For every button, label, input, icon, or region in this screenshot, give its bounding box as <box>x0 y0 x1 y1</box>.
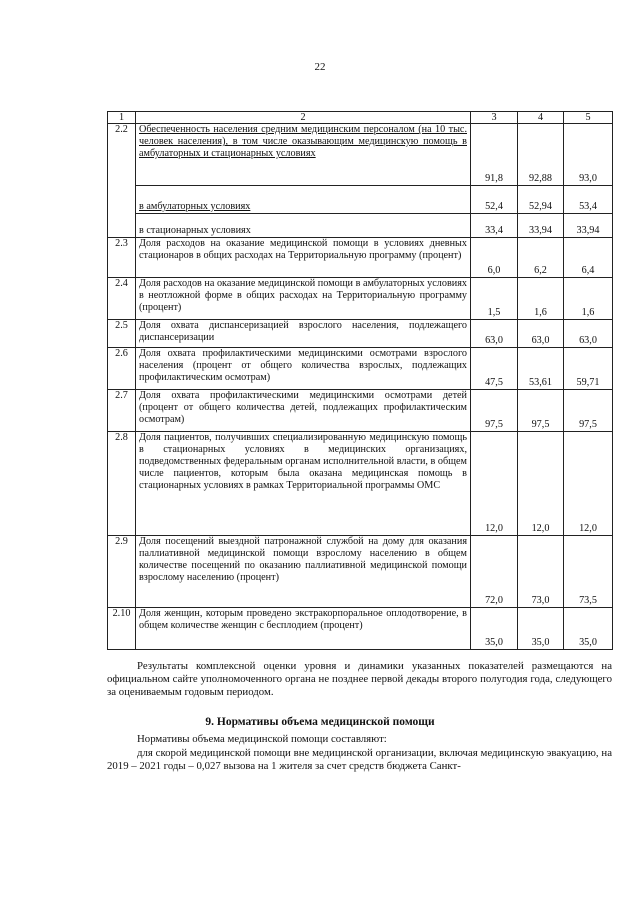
row-number: 2.10 <box>108 608 136 650</box>
value-col3: 35,0 <box>471 608 518 650</box>
table-row <box>108 124 613 186</box>
row-number: 2.7 <box>108 390 136 432</box>
page-number: 22 <box>314 61 326 73</box>
value-col5: 33,94 <box>564 214 613 238</box>
norms-intro-paragraph: Нормативы объема медицинской помощи составляют: <box>137 733 387 745</box>
value-col3: 6,0 <box>471 238 518 278</box>
value-col5: 93,0 <box>564 124 613 186</box>
column-header: 2 <box>136 112 471 124</box>
table-row <box>108 536 613 608</box>
value-col3: 63,0 <box>471 320 518 348</box>
row-description-text: в стационарных условиях <box>139 224 251 236</box>
row-number: 2.9 <box>108 536 136 608</box>
value-col4: 52,94 <box>518 186 564 214</box>
row-number: 2.8 <box>108 432 136 536</box>
row-description: Доля расходов на оказание медицинской помощи в амбулаторных условиях в неотложной форме в общих расходах на Территориальную программу (процент) <box>136 278 471 320</box>
row-description: Доля пациентов, получивших специализированную медицинскую помощь в стационарных условиях в медицинских организациях, подведомственных федеральным органам исполнительной власти, в общем числе пациентов, которым была оказана медицинская помощь в стационарных условиях в рамках Территориальной программы ОМС <box>136 432 471 536</box>
table-row <box>108 278 613 320</box>
row-description <box>136 214 471 238</box>
table-row <box>108 432 613 536</box>
value-col4: 33,94 <box>518 214 564 238</box>
value-col5: 97,5 <box>564 390 613 432</box>
row-number: 2.6 <box>108 348 136 390</box>
table-row <box>108 390 613 432</box>
row-description-text: Обеспеченность населения средним медицинским персоналом (на 10 тыс. человек населения), в том числе оказывающим медицинскую помощь в амбулаторных и стационарных условиях <box>139 124 467 160</box>
row-number: 2.3 <box>108 238 136 278</box>
table-row <box>108 214 613 238</box>
value-col3: 33,4 <box>471 214 518 238</box>
table-row <box>108 608 613 650</box>
value-col3: 47,5 <box>471 348 518 390</box>
row-description <box>136 186 471 214</box>
value-col4: 73,0 <box>518 536 564 608</box>
value-col5: 53,4 <box>564 186 613 214</box>
column-header: 3 <box>471 112 518 124</box>
column-header: 5 <box>564 112 613 124</box>
row-number: 2.5 <box>108 320 136 348</box>
value-col5: 1,6 <box>564 278 613 320</box>
column-header: 1 <box>108 112 136 124</box>
value-col5: 12,0 <box>564 432 613 536</box>
value-col4: 12,0 <box>518 432 564 536</box>
value-col5: 6,4 <box>564 238 613 278</box>
value-col3: 97,5 <box>471 390 518 432</box>
table-header-row <box>108 112 613 124</box>
value-col3: 91,8 <box>471 124 518 186</box>
section-heading: 9. Нормативы объема медицинской помощи <box>205 716 435 728</box>
value-col4: 97,5 <box>518 390 564 432</box>
row-description: Доля охвата профилактическими медицинскими осмотрами взрослого населения (процент от общего количества взрослых, подлежащих профилактическим осмотрам) <box>136 348 471 390</box>
value-col4: 63,0 <box>518 320 564 348</box>
row-description: Доля охвата профилактическими медицинскими осмотрами детей (процент от общего количества детей, подлежащих профилактическим осмотрам) <box>136 390 471 432</box>
after-table-paragraph: Результаты комплексной оценки уровня и динамики указанных показателей размещаются на официальном сайте уполномоченного органа не позднее первой декады второго полугодия года, следующего за оцениваемым годовым периодом. <box>107 660 612 698</box>
column-header: 4 <box>518 112 564 124</box>
value-col3: 1,5 <box>471 278 518 320</box>
indicators-table <box>107 111 613 650</box>
table-row <box>108 348 613 390</box>
value-col3: 72,0 <box>471 536 518 608</box>
table-row <box>108 238 613 278</box>
value-col4: 92,88 <box>518 124 564 186</box>
value-col5: 73,5 <box>564 536 613 608</box>
row-number: 2.2 <box>108 124 136 238</box>
row-description <box>136 124 471 186</box>
value-col4: 1,6 <box>518 278 564 320</box>
value-col4: 35,0 <box>518 608 564 650</box>
emergency-care-paragraph: для скорой медицинской помощи вне медицинской организации, включая медицинскую эвакуацию, на 2019 – 2021 годы – 0,027 вызова на 1 жителя за счет средств бюджета Санкт- <box>107 747 612 772</box>
row-number: 2.4 <box>108 278 136 320</box>
row-description: Доля охвата диспансеризацией взрослого населения, подлежащего диспансеризации <box>136 320 471 348</box>
value-col5: 35,0 <box>564 608 613 650</box>
value-col3: 12,0 <box>471 432 518 536</box>
row-description-text: в амбулаторных условиях <box>139 200 251 212</box>
value-col4: 6,2 <box>518 238 564 278</box>
table-row <box>108 186 613 214</box>
value-col5: 59,71 <box>564 348 613 390</box>
row-description: Доля женщин, которым проведено экстракорпоральное оплодотворение, в общем количестве женщин с бесплодием (процент) <box>136 608 471 650</box>
table-row <box>108 320 613 348</box>
value-col3: 52,4 <box>471 186 518 214</box>
value-col5: 63,0 <box>564 320 613 348</box>
value-col4: 53,61 <box>518 348 564 390</box>
row-description: Доля посещений выездной патронажной службой на дому для оказания паллиативной медицинской помощи взрослому населению в общем количестве посещений по оказанию паллиативной медицинской помощи взрослому населению (процент) <box>136 536 471 608</box>
row-description: Доля расходов на оказание медицинской помощи в условиях дневных стационаров в общих расходах на Территориальную программу (процент) <box>136 238 471 278</box>
